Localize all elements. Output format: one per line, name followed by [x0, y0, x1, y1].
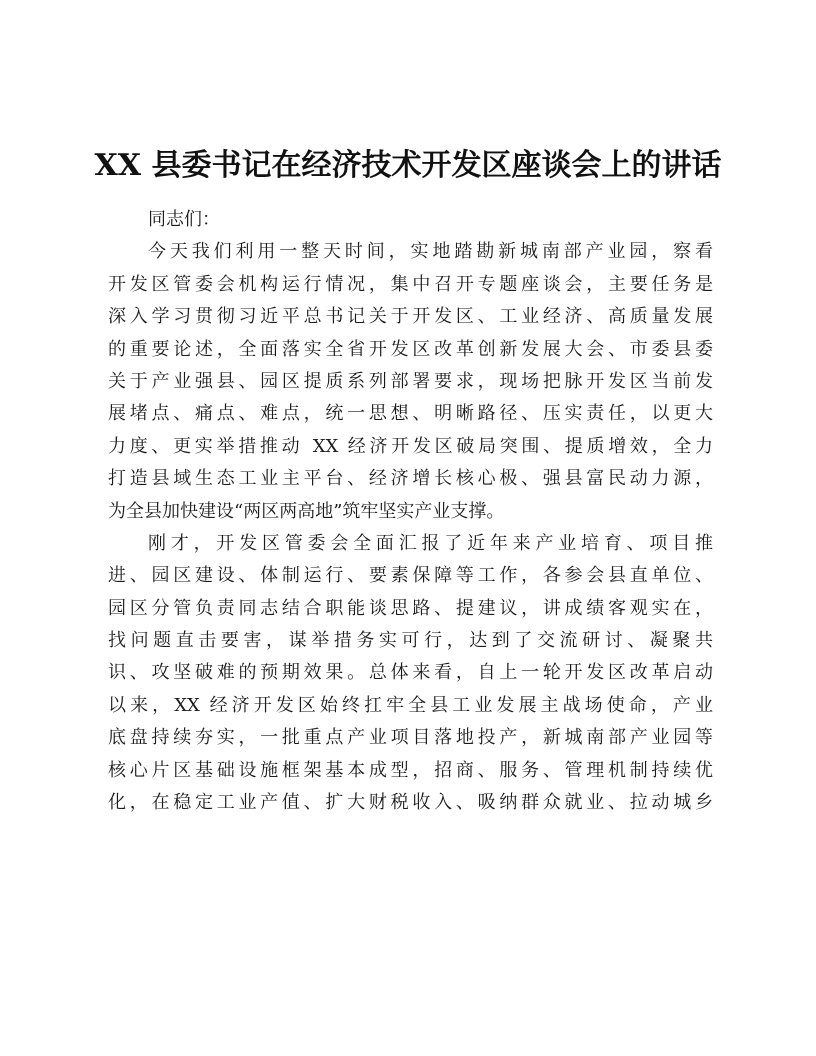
paragraph-line: 核心片区基础设施框架基本成型，招商、服务、管理机制持续优 [108, 759, 713, 781]
paragraph-line: 进、园区建设、体制运行、要素保障等工作，各参会县直单位、 [108, 565, 713, 587]
paragraph-line: 关于产业强县、园区提质系列部署要求，现场把脉开发区当前发 [108, 370, 713, 392]
salutation-line: 同志们： [148, 209, 220, 230]
document-title: XX 县委书记在经济技术开发区座谈会上的讲话 [94, 148, 722, 183]
paragraph-line: 展堵点、痛点、难点，统一思想、明晰路径、压实责任，以更大 [108, 403, 713, 425]
document-body [108, 204, 713, 819]
paragraph-line: 以来，XX 经济开发区始终扛牢全县工业发展主战场使命，产业 [108, 694, 713, 716]
paragraph-line: 化，在稳定工业产值、扩大财税收入、吸纳群众就业、拉动城乡 [108, 792, 713, 814]
paragraph-line: 底盘持续夯实，一批重点产业项目落地投产，新城南部产业园等 [108, 727, 713, 749]
paragraph-line: 的重要论述，全面落实全省开发区改革创新发展大会、市委县委 [108, 338, 713, 360]
paragraph-line: 为全县加快建设“两区两高地”筑牢坚实产业支撑。 [108, 500, 505, 522]
paragraph-line: 识、攻坚破难的预期效果。总体来看，自上一轮开发区改革启动 [108, 662, 713, 684]
paragraph-line: 打造县域生态工业主平台、经济增长核心极、强县富民动力源， [108, 468, 713, 490]
paragraph-line: 找问题直击要害，谋举措务实可行，达到了交流研讨、凝聚共 [108, 630, 713, 652]
paragraph-line: 开发区管委会机构运行情况，集中召开专题座谈会，主要任务是 [108, 273, 713, 295]
paragraph-line: 园区分管负责同志结合职能谈思路、提建议，讲成绩客观实在， [108, 597, 713, 619]
paragraph-line: 今天我们利用一整天时间，实地踏勘新城南部产业园，察看 [148, 241, 713, 263]
paragraph-line: 力度、更实举措推动 XX 经济开发区破局突围、提质增效，全力 [108, 435, 713, 457]
paragraph-line: 刚才，开发区管委会全面汇报了近年来产业培育、项目推 [148, 532, 713, 554]
paragraph-line: 深入学习贯彻习近平总书记关于开发区、工业经济、高质量发展 [108, 306, 713, 328]
